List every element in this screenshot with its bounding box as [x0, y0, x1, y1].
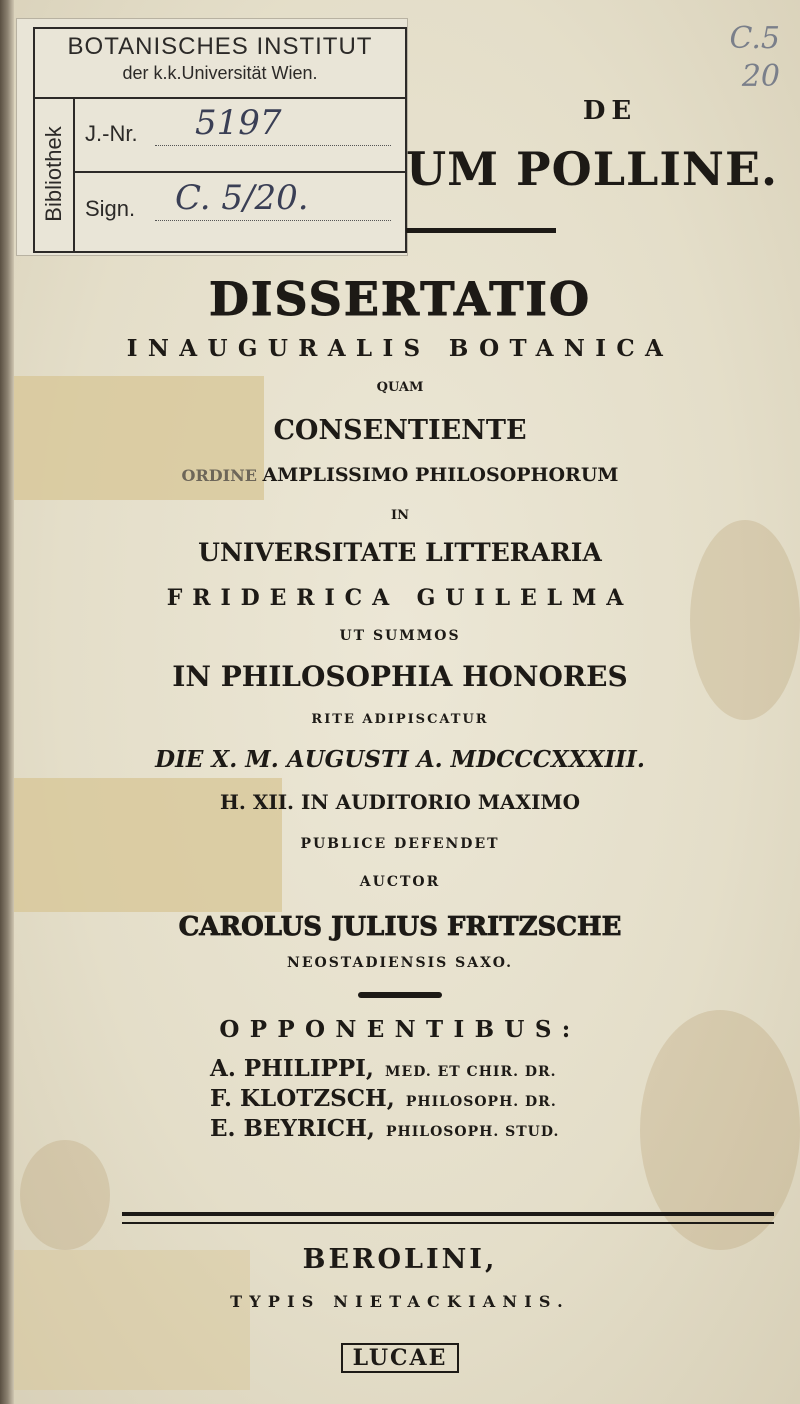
opponent-row — [210, 1055, 730, 1085]
universitate-line: UNIVERSITATE LITTERARIA — [198, 538, 602, 567]
jnr-handwritten-value: 5197 — [195, 103, 282, 143]
lucae-stamp-line — [0, 1345, 800, 1371]
opponent-name: E. BEYRICH, — [210, 1115, 375, 1142]
friderica-line: FRIDERICA GUILELMA — [166, 585, 634, 611]
ut-summos-line: UT SUMMOS — [339, 628, 461, 644]
ornament-rule — [358, 992, 442, 998]
dissertatio-heading: DISSERTATIO — [208, 272, 592, 326]
auctor-line: AUCTOR — [359, 874, 441, 890]
opponent-title: PHILOSOPH. DR. — [405, 1094, 557, 1110]
book-spine-edge — [0, 0, 14, 1404]
lucae-stamp: LUCAE — [341, 1343, 460, 1373]
inauguralis-line: INAUGURALIS BOTANICA — [126, 335, 674, 362]
jnr-label: J.-Nr. — [85, 121, 138, 146]
title-rule — [406, 228, 556, 233]
ordine-fragment: ORDINE — [181, 466, 263, 485]
imprint-city: BEROLINI, — [302, 1244, 498, 1275]
rite-line: RITE ADIPISCATUR — [311, 712, 489, 727]
stain — [20, 1140, 110, 1250]
ordine-text: AMPLISSIMO PHILOSOPHORUM — [262, 464, 619, 486]
honores-line: IN PHILOSOPHIA HONORES — [172, 660, 628, 693]
shelfmark-note — [729, 20, 780, 96]
stamp-institute-name: BOTANISCHES INSTITUT — [67, 33, 373, 60]
consentiente-line: CONSENTIENTE — [273, 415, 527, 446]
opponents-list — [210, 1055, 730, 1145]
title-de: DE — [582, 96, 638, 126]
stamp-sign-row — [75, 172, 405, 246]
opponent-name: A. PHILIPPI, — [210, 1055, 374, 1082]
date-line: DIE X. M. AUGUSTI A. MDCCCXXXIII. — [155, 746, 645, 773]
opponent-title: MED. ET CHIR. DR. — [385, 1064, 557, 1080]
shelfmark-line1: C.5 — [729, 21, 780, 56]
opponent-title: PHILOSOPH. STUD. — [385, 1124, 560, 1140]
sign-dotted-line — [155, 220, 391, 221]
imprint-rule-thick — [122, 1212, 774, 1216]
shelfmark-line2: 20 — [741, 59, 780, 94]
opponent-name: F. KLOTZSCH, — [210, 1085, 395, 1112]
opponent-row — [210, 1085, 730, 1115]
main-title: UM POLLINE. — [406, 142, 779, 196]
in-line: IN — [391, 508, 409, 523]
stamp-side-label: Bibliothek — [35, 97, 75, 251]
jnr-dotted-line — [155, 145, 391, 146]
imprint-rule-thin — [122, 1222, 774, 1224]
opponent-row — [210, 1115, 730, 1145]
quam-line: QUAM — [376, 380, 424, 395]
imprint-printer: TYPIS NIETACKIANIS. — [230, 1292, 570, 1311]
library-stamp-label — [16, 18, 408, 256]
sign-handwritten-value: C. 5/20. — [175, 178, 309, 218]
publice-line: PUBLICE DEFENDET — [300, 836, 500, 852]
ordine-line — [0, 464, 800, 486]
sign-label: Sign. — [85, 196, 136, 221]
hour-line: H. XII. IN AUDITORIO MAXIMO — [220, 790, 580, 814]
stamp-university-name: der k.k.Universität Wien. — [122, 63, 318, 83]
stamp-header — [35, 29, 405, 99]
stamp-frame — [33, 27, 407, 253]
opponents-heading: OPPONENTIBUS: — [219, 1016, 581, 1043]
author-line: CAROLUS JULIUS FRITZSCHE — [178, 912, 622, 942]
origin-line: NEOSTADIENSIS SAXO. — [287, 955, 513, 971]
